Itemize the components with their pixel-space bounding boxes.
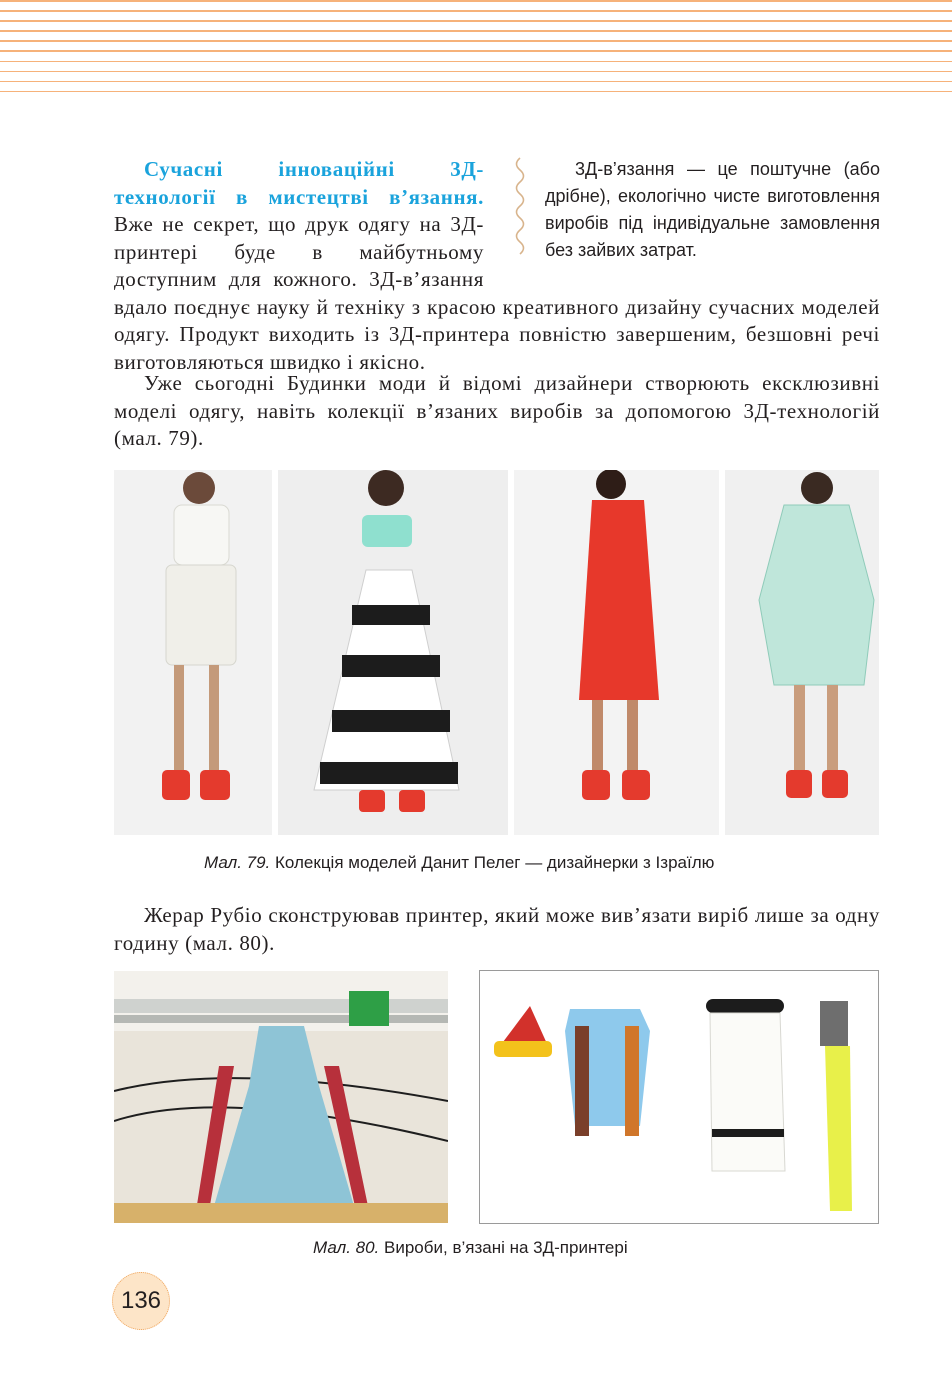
figure-80-label: Мал. 80. bbox=[313, 1238, 380, 1257]
sidebar-note: 3Д-в’язання — це поштучне (або дрібне), екологічно чисте виготовлення виробів під індивідуальне замовлення без зайвих затрат. bbox=[545, 159, 880, 260]
figure-79-photo bbox=[114, 470, 879, 835]
header-decor-lines bbox=[0, 0, 952, 100]
knitted-sweater bbox=[565, 1009, 650, 1136]
squiggle-divider-icon bbox=[509, 156, 531, 256]
figure-80-caption: Мал. 80. Вироби, в’язані на 3Д-принтері bbox=[313, 1238, 628, 1257]
paragraph-2: Уже сьогодні Будинки моди й відомі дизайнери створюють ексклюзивні моделі одягу, навіть колекції в’язаних виробів за допомогою 3Д-технологій (мал. 79). bbox=[114, 371, 880, 450]
figure-80-items-photo bbox=[479, 970, 879, 1224]
figure-80-machine-photo bbox=[114, 971, 448, 1223]
section-heading: Сучасні інноваційні 3Д-технології в мистецтві в’язання. bbox=[114, 157, 484, 209]
knitted-dress bbox=[706, 999, 785, 1171]
paragraph-3: Жерар Рубіо сконструював принтер, який може вив’язати виріб лише за одну годину (мал. 80). bbox=[114, 903, 880, 955]
page-number-badge bbox=[112, 1272, 170, 1330]
intro-text: Вже не секрет, що друк одягу на 3Д-принтері буде в майбутньому доступним для кожного. 3Д-в’язання вдало поєднує науку й техніку з красою креативного дизайну сучасних моделей одягу. Продукт виходить із 3Д-принтера повністю завершеним, безшовні речі виготовляються швидко і якісно. bbox=[114, 212, 880, 374]
knitted-hat bbox=[494, 1006, 552, 1057]
page-number: 136 bbox=[120, 1287, 162, 1314]
figure-79-label: Мал. 79. bbox=[204, 853, 271, 872]
knitted-sleeve bbox=[820, 1001, 852, 1211]
figure-79-caption: Мал. 79. Колекція моделей Данит Пелег — дизайнерки з Ізраїлю bbox=[204, 853, 715, 872]
